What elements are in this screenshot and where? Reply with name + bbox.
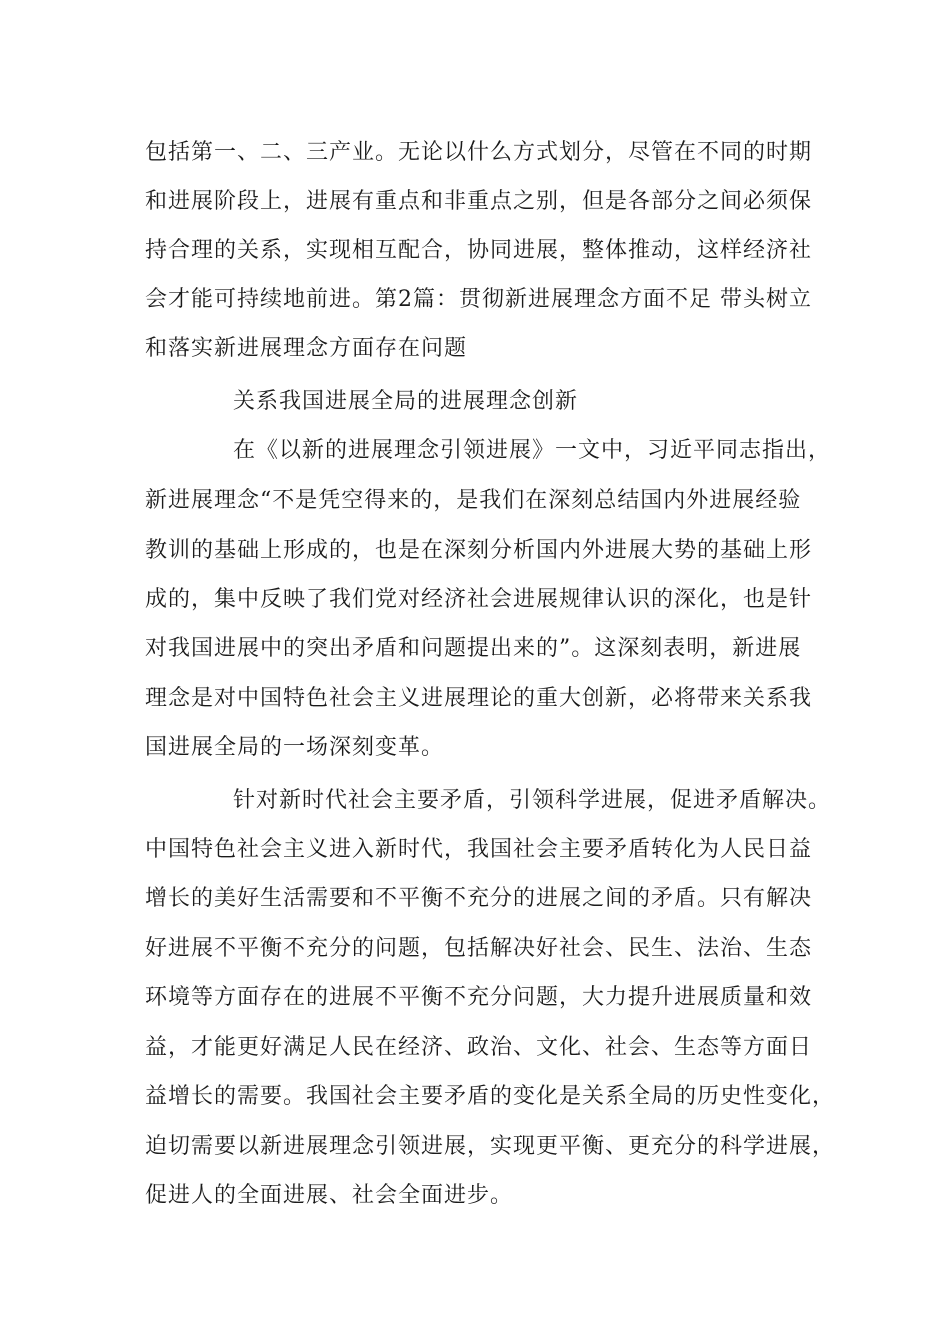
paragraph-line: 中国特色社会主义进入新时代，我国社会主要矛盾转化为人民日益: [145, 837, 813, 862]
section-title: 关系我国进展全局的进展理念创新: [233, 389, 579, 414]
paragraph-line: 理念是对中国特色社会主义进展理论的重大创新，必将带来关系我: [145, 686, 813, 711]
paragraph-line: 益，才能更好满足人民在经济、政治、文化、社会、生态等方面日: [145, 1035, 813, 1060]
paragraph-line: 针对新时代社会主要矛盾，引领科学进展，促进矛盾解决。: [233, 788, 832, 813]
paragraph-line: 和落实新进展理念方面存在问题: [145, 336, 468, 361]
paragraph-line: 国进展全局的一场深刻变革。: [145, 735, 445, 760]
paragraph-line: 促进人的全面进展、社会全面进步。: [145, 1183, 514, 1208]
paragraph-line: 会才能可持续地前进。第2篇：贯彻新进展理念方面不足 带头树立: [145, 287, 812, 312]
paragraph-line: 成的，集中反映了我们党对经济社会进展规律认识的深化，也是针: [145, 587, 813, 612]
paragraph-line: 环境等方面存在的进展不平衡不充分问题，大力提升进展质量和效: [145, 985, 813, 1010]
paragraph-line: 教训的基础上形成的，也是在深刻分析国内外进展大势的基础上形: [145, 538, 813, 563]
paragraph-line: 益增长的需要。我国社会主要矛盾的变化是关系全局的历史性变化，: [145, 1084, 836, 1109]
paragraph-line: 迫切需要以新进展理念引领进展，实现更平衡、更充分的科学进展，: [145, 1134, 836, 1159]
paragraph-line: 包括第一、二、三产业。无论以什么方式划分，尽管在不同的时期: [145, 140, 813, 165]
paragraph-line: 对我国进展中的突出矛盾和问题提出来的”。这深刻表明，新进展: [145, 636, 802, 661]
paragraph-line: 持合理的关系，实现相互配合，协同进展，整体推动，这样经济社: [145, 238, 813, 263]
paragraph-line: 和进展阶段上，进展有重点和非重点之别，但是各部分之间必须保: [145, 189, 813, 214]
paragraph-line: 好进展不平衡不充分的问题，包括解决好社会、民生、法治、生态: [145, 936, 813, 961]
paragraph-line: 增长的美好生活需要和不平衡不充分的进展之间的矛盾。只有解决: [145, 886, 813, 911]
paragraph-line: 新进展理念“不是凭空得来的，是我们在深刻总结国内外进展经验: [145, 488, 802, 513]
paragraph-line: 在《以新的进展理念引领进展》一文中，习近平同志指出，: [233, 438, 832, 463]
